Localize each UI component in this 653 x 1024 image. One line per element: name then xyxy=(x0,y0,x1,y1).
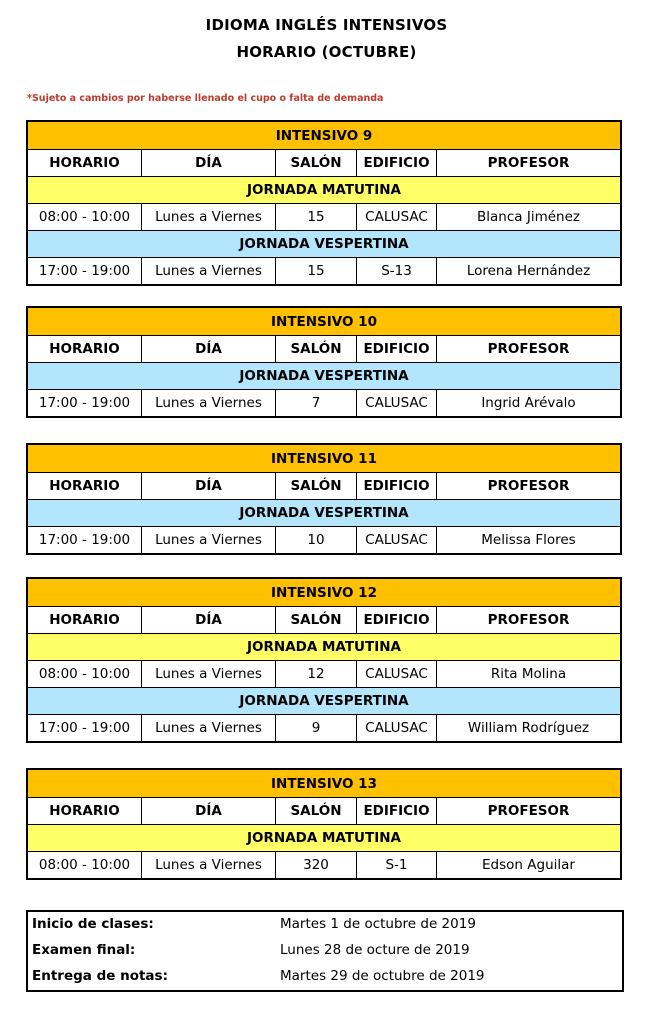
column-edificio: EDIFICIO xyxy=(356,607,436,633)
column-profesor: PROFESOR xyxy=(436,607,620,633)
shift-label-vespertina: JORNADA VESPERTINA xyxy=(239,368,409,384)
column-edificio: EDIFICIO xyxy=(356,473,436,499)
page-subtitle: HORARIO (OCTUBRE) xyxy=(236,43,417,61)
date-row-inicio xyxy=(28,912,622,938)
cell-profesor: Lorena Hernández xyxy=(436,258,620,284)
cell-salon: 15 xyxy=(275,258,356,284)
cell-salon: 12 xyxy=(275,661,356,687)
shift-label-vespertina: JORNADA VESPERTINA xyxy=(239,505,409,521)
cell-edificio: CALUSAC xyxy=(356,390,436,416)
cell-horario: 08:00 - 10:00 xyxy=(38,209,131,225)
column-dia: DÍA xyxy=(141,473,275,499)
column-horario: HORARIO xyxy=(49,341,120,357)
date-label: Inicio de clases: xyxy=(32,916,154,932)
cell-profesor: Melissa Flores xyxy=(436,527,620,553)
schedule-table-intensivo-11 xyxy=(26,443,622,555)
schedule-table-intensivo-12 xyxy=(26,577,622,743)
cell-profesor: Ingrid Arévalo xyxy=(436,390,620,416)
cell-dia: Lunes a Viernes xyxy=(141,661,275,687)
shift-label-matutina: JORNADA MATUTINA xyxy=(247,182,401,198)
table-row xyxy=(28,526,620,553)
table-header-row xyxy=(28,472,620,499)
cell-edificio: CALUSAC xyxy=(356,661,436,687)
schedule-table-intensivo-9 xyxy=(26,120,622,286)
shift-label-matutina: JORNADA MATUTINA xyxy=(247,639,401,655)
page-title: IDIOMA INGLÉS INTENSIVOS xyxy=(205,16,448,34)
cell-profesor: William Rodríguez xyxy=(436,715,620,741)
column-horario: HORARIO xyxy=(49,155,120,171)
table-row xyxy=(28,851,620,878)
table-header-row xyxy=(28,335,620,362)
table-row xyxy=(28,203,620,230)
column-salon: SALÓN xyxy=(275,607,356,633)
shift-label-vespertina: JORNADA VESPERTINA xyxy=(239,693,409,709)
column-profesor: PROFESOR xyxy=(436,336,620,362)
table-header-row xyxy=(28,797,620,824)
cell-salon: 7 xyxy=(275,390,356,416)
cell-dia: Lunes a Viernes xyxy=(141,715,275,741)
schedule-table-intensivo-13 xyxy=(26,768,622,880)
column-profesor: PROFESOR xyxy=(436,798,620,824)
cell-dia: Lunes a Viernes xyxy=(141,527,275,553)
cell-horario: 17:00 - 19:00 xyxy=(38,263,131,279)
cell-dia: Lunes a Viernes xyxy=(141,204,275,230)
cell-dia: Lunes a Viernes xyxy=(141,390,275,416)
table-row xyxy=(28,257,620,284)
date-value: Martes 29 de octubre de 2019 xyxy=(280,968,485,984)
cell-horario: 08:00 - 10:00 xyxy=(38,666,131,682)
cell-salon: 320 xyxy=(275,852,356,878)
cell-horario: 17:00 - 19:00 xyxy=(38,532,131,548)
course-title: INTENSIVO 11 xyxy=(271,450,377,467)
shift-label-vespertina: JORNADA VESPERTINA xyxy=(239,236,409,252)
course-title: INTENSIVO 9 xyxy=(275,127,373,144)
cell-profesor: Rita Molina xyxy=(436,661,620,687)
schedule-table-intensivo-10 xyxy=(26,306,622,418)
column-horario: HORARIO xyxy=(49,612,120,628)
cell-edificio: S-13 xyxy=(356,258,436,284)
cell-profesor: Edson Aguilar xyxy=(436,852,620,878)
date-label: Entrega de notas: xyxy=(32,968,168,984)
cell-edificio: CALUSAC xyxy=(356,715,436,741)
column-edificio: EDIFICIO xyxy=(356,336,436,362)
course-title: INTENSIVO 13 xyxy=(271,775,377,792)
cell-salon: 15 xyxy=(275,204,356,230)
table-header-row xyxy=(28,606,620,633)
date-value: Martes 1 de octubre de 2019 xyxy=(280,916,476,932)
table-row xyxy=(28,660,620,687)
cell-dia: Lunes a Viernes xyxy=(141,258,275,284)
column-edificio: EDIFICIO xyxy=(356,798,436,824)
shift-label-matutina: JORNADA MATUTINA xyxy=(247,830,401,846)
column-salon: SALÓN xyxy=(275,150,356,176)
cell-edificio: CALUSAC xyxy=(356,527,436,553)
column-dia: DÍA xyxy=(141,336,275,362)
column-dia: DÍA xyxy=(141,607,275,633)
cell-horario: 17:00 - 19:00 xyxy=(38,395,131,411)
column-profesor: PROFESOR xyxy=(436,473,620,499)
cell-edificio: CALUSAC xyxy=(356,204,436,230)
date-label: Examen final: xyxy=(32,942,136,958)
cell-salon: 10 xyxy=(275,527,356,553)
course-title: INTENSIVO 10 xyxy=(271,313,377,330)
date-value: Lunes 28 de octure de 2019 xyxy=(280,942,470,958)
cell-horario: 08:00 - 10:00 xyxy=(38,857,131,873)
disclaimer-note: *Sujeto a cambios por haberse llenado el cupo o falta de demanda xyxy=(27,93,384,104)
key-dates-box xyxy=(26,910,624,992)
course-title: INTENSIVO 12 xyxy=(271,584,377,601)
column-salon: SALÓN xyxy=(275,336,356,362)
table-header-row xyxy=(28,149,620,176)
table-row xyxy=(28,714,620,741)
column-edificio: EDIFICIO xyxy=(356,150,436,176)
cell-salon: 9 xyxy=(275,715,356,741)
column-horario: HORARIO xyxy=(49,803,120,819)
date-row-notas xyxy=(28,964,622,990)
column-salon: SALÓN xyxy=(275,473,356,499)
column-profesor: PROFESOR xyxy=(436,150,620,176)
date-row-examen xyxy=(28,938,622,964)
cell-edificio: S-1 xyxy=(356,852,436,878)
column-dia: DÍA xyxy=(141,798,275,824)
cell-horario: 17:00 - 19:00 xyxy=(38,720,131,736)
table-row xyxy=(28,389,620,416)
cell-profesor: Blanca Jiménez xyxy=(436,204,620,230)
column-salon: SALÓN xyxy=(275,798,356,824)
column-horario: HORARIO xyxy=(49,478,120,494)
column-dia: DÍA xyxy=(141,150,275,176)
cell-dia: Lunes a Viernes xyxy=(141,852,275,878)
